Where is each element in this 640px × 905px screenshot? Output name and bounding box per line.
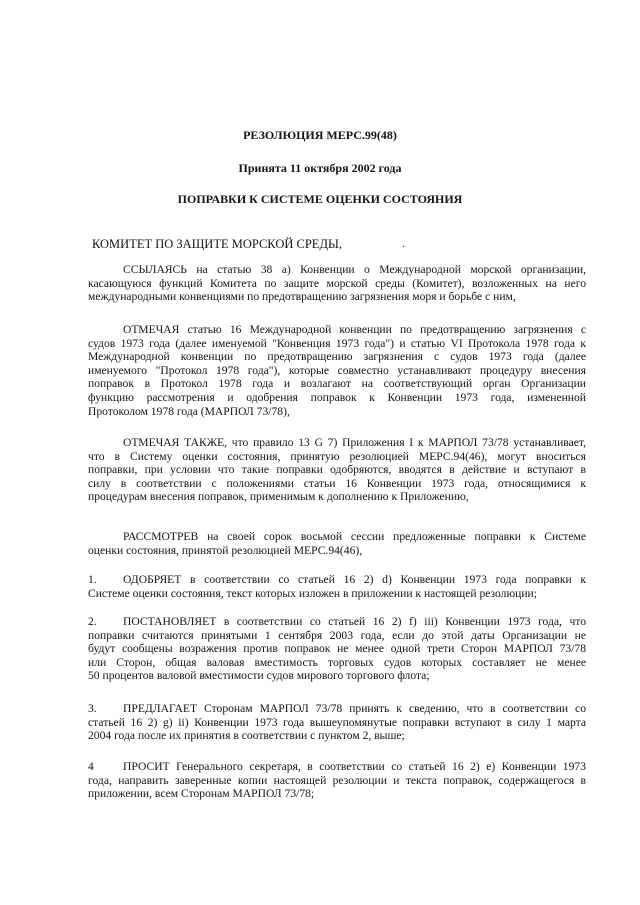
operative-paragraph	[88, 573, 586, 600]
text-line: статьей 16 2) g) ii) Конвенции 1973 года вышеупомянутые поправки вступают в силу 1 марта	[88, 715, 586, 729]
text-line: 50 процентов валовой вместимости судов мирового торгового флота;	[88, 669, 430, 683]
text-line: поправки, при условии что такие поправки одобряются, вводятся в действие и вступают в	[88, 463, 586, 477]
text-line: касающуюся функций Комитета по защите морской среды (Комитет), возложенных на него	[88, 276, 586, 290]
text-line: 2004 года после их принятия в соответствии с пунктом 2, выше;	[88, 729, 405, 743]
paragraph-number: 3.	[88, 702, 97, 715]
preamble-paragraph	[88, 436, 586, 504]
resolution-title: РЕЗОЛЮЦИЯ МЕРС.99(48)	[243, 128, 397, 142]
paragraph-number: 1.	[88, 573, 97, 586]
text-line: что в Систему оценки состояния, принятую резолюцией МЕРС.94(46), могут вноситься	[88, 449, 586, 463]
text-line: Системе оценки состояния, текст которых изложен в приложении к настоящей резолюции;	[88, 586, 537, 600]
preamble-paragraph	[88, 530, 586, 557]
preamble-paragraph	[88, 323, 586, 418]
stray-mark: .	[402, 236, 405, 250]
operative-paragraph	[88, 702, 586, 743]
text-line: приложении, всем Сторонам МАРПОЛ 73/78;	[88, 787, 315, 801]
text-line: процедурам внесения поправок, применимым к дополнению к Приложению,	[88, 490, 469, 504]
text-line: ССЫЛАЯСЬ на статью 38 а) Конвенции о Международной морской организации,	[123, 263, 586, 276]
text-line: поправки считаются принятыми 1 сентября 2003 года, если до этой даты Организации не	[88, 628, 586, 642]
text-line: будут сообщены возражения против поправок не менее одной трети Сторон МАРПОЛ 73/78	[88, 642, 586, 656]
text-line: судов 1973 года (далее именуемой "Конвенция 1973 года") и статью VI Протокола 1978 года к	[88, 336, 586, 350]
adoption-date: Принята 11 октября 2002 года	[238, 161, 402, 175]
operative-paragraph	[88, 760, 586, 801]
operative-paragraph	[88, 615, 586, 683]
paragraph-number: 4	[88, 760, 94, 773]
text-line: ОДОБРЯЕТ в соответствии со статьей 16 2) d) Конвенции 1973 года поправки к	[123, 573, 586, 586]
text-line: именуемого "Протокол 1978 года"), которые совместно устанавливают процедуру внесения	[88, 363, 586, 377]
text-line: поправок в Протокол 1978 года и возлагают на соответствующий орган Организации	[88, 377, 586, 391]
text-line: года, направить заверенные копии настоящей резолюции и текста поправок, содержащегося в	[88, 773, 586, 787]
text-line: РАССМОТРЕВ на своей сорок восьмой сессии предложенные поправки к Системе	[123, 530, 586, 543]
text-line: международными конвенциями по предотвращению загрязнения моря и борьбе с ним,	[88, 290, 516, 304]
text-line: Международной конвенции по предотвращению загрязнения с судов 1973 года (далее	[88, 350, 586, 364]
text-line: оценки состояния, принятой резолюцией МЕРС.94(46),	[88, 543, 363, 557]
committee-heading: КОМИТЕТ ПО ЗАЩИТЕ МОРСКОЙ СРЕДЫ,	[92, 237, 342, 251]
text-line: ПРЕДЛАГАЕТ Сторонам МАРПОЛ 73/78 принять к сведению, что в соответствии со	[123, 702, 586, 715]
text-line: ОТМЕЧАЯ ТАКЖЕ, что правило 13 G 7) Приложения I к МАРПОЛ 73/78 устанавливает,	[123, 436, 586, 449]
text-line: функцию рассмотрения и одобрения поправок к Конвенции 1973 года, измененной	[88, 390, 586, 404]
text-line: ПОСТАНОВЛЯЕТ в соответствии со статьей 16 2) f) iii) Конвенции 1973 года, что	[123, 615, 586, 628]
preamble-paragraph	[88, 263, 586, 304]
text-line: или Сторон, общая валовая вместимость торговых судов которых составляет не менее	[88, 655, 586, 669]
text-line: ОТМЕЧАЯ статью 16 Международной конвенции по предотвращению загрязнения с	[123, 323, 586, 336]
text-line: Протоколом 1978 года (МАРПОЛ 73/78),	[88, 404, 290, 418]
paragraph-number: 2.	[88, 615, 97, 628]
text-line: силу в соответствии с положениями статьи 16 Конвенции 1973 года, относящимися к	[88, 476, 586, 490]
text-line: ПРОСИТ Генерального секретаря, в соответствии со статьей 16 2) е) Конвенции 1973	[123, 760, 586, 773]
resolution-subject: ПОПРАВКИ К СИСТЕМЕ ОЦЕНКИ СОСТОЯНИЯ	[177, 192, 463, 206]
